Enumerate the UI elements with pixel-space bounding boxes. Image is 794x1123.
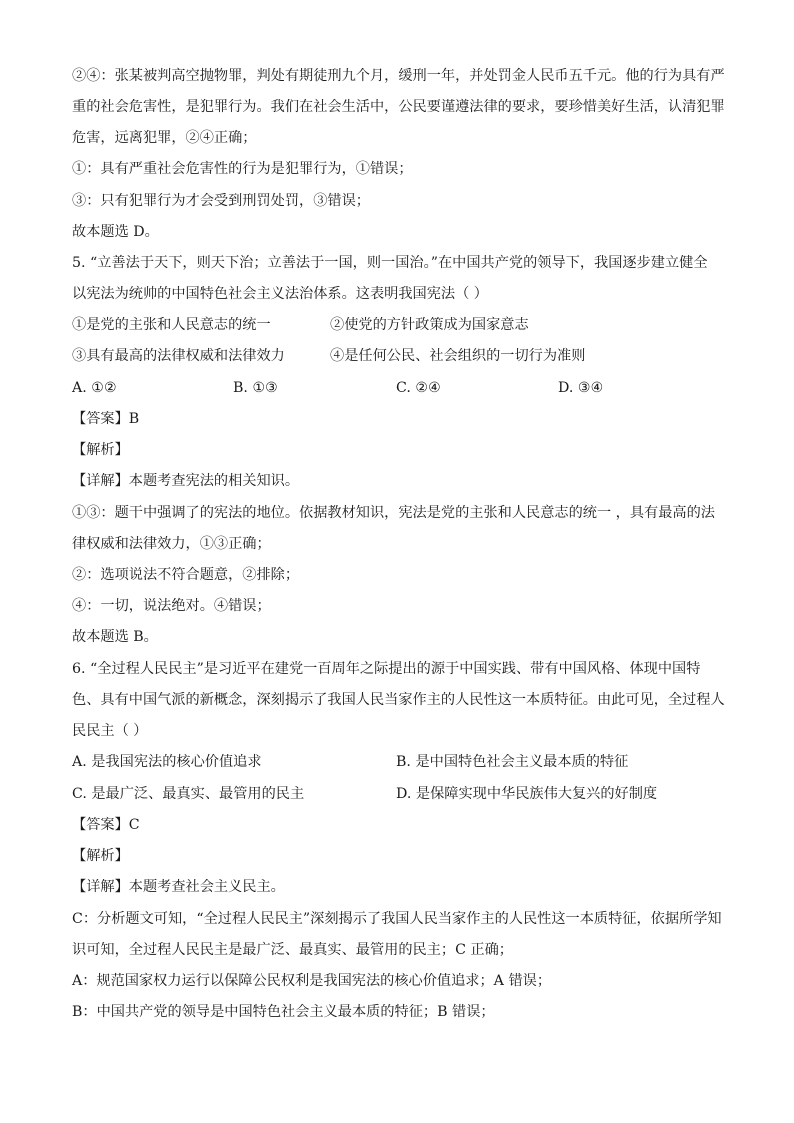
text-line: 故本题选 D。 [72, 224, 159, 240]
text-line: 识可知，全过程人民民主是最广泛、最真实、最管用的民主；C 正确； [72, 942, 513, 958]
detail-line: 【详解】本题考查宪法的相关知识。 [72, 473, 300, 489]
text-line: 重的社会危害性，是犯罪行为。我们在社会生活中，公民要谨遵法律的要求，要珍惜美好生活，认清犯罪 [72, 99, 725, 115]
question-6-stem: 6. “全过程人民民主”是习近平在建党一百周年之际提出的源于中国实践、带有中国风格、体现中国特 [72, 661, 701, 677]
option-b: B. 是中国特色社会主义最本质的特征 [396, 754, 629, 770]
option-c: C. 是最广泛、最真实、最管用的民主 [72, 786, 305, 802]
analysis-label: 【解析】 [72, 442, 129, 458]
text-line: 故本题选 B。 [72, 629, 158, 645]
option-b: B. ①③ [233, 380, 278, 396]
question-5-stem: 5. “立善法于天下，则天下治；立善法于一国，则一国治。”在中国共产党的领导下，我国逐步建立健全 [72, 255, 708, 271]
text-line: C：分析题文可知，“全过程人民民主”深刻揭示了我国人民当家作主的人民性这一本质特征，依据所学知 [72, 911, 722, 927]
statement-2: ②使党的方针政策成为国家意志 [330, 317, 529, 333]
text-line: ④：一切，说法绝对。④错误； [72, 598, 271, 614]
detail-line: 【详解】本题考查社会主义民主。 [72, 879, 285, 895]
text-line: 危害，远离犯罪，②④正确； [72, 130, 257, 146]
text-line: ①：具有严重社会危害性的行为是犯罪行为，①错误； [72, 161, 413, 177]
answer-label: 【答案】C [72, 817, 140, 833]
analysis-label: 【解析】 [72, 848, 129, 864]
text-line: ①③：题干中强调了的宪法的地位。依据教材知识，宪法是党的主张和人民意志的统一 ，具有最高的法 [72, 505, 715, 521]
text-line: B：中国共产党的领导是中国特色社会主义最本质的特征；B 错误； [72, 1004, 495, 1020]
text-line: ②：选项说法不符合题意，②排除； [72, 567, 300, 583]
option-d: D. ③④ [558, 380, 604, 396]
text-line: 律权威和法律效力，①③正确； [72, 536, 271, 552]
option-a: A. ①② [72, 380, 117, 396]
statement-1: ①是党的主张和人民意志的统一 [72, 317, 271, 333]
text-line: ②④：张某被判高空抛物罪，判处有期徒刑九个月，缓刑一年，并处罚金人民币五千元。他的行为具有严 [72, 68, 725, 84]
question-6-stem: 民民主（ ） [72, 723, 148, 739]
answer-label: 【答案】B [72, 411, 140, 427]
question-6-stem: 色、具有中国气派的新概念，深刻揭示了我国人民当家作主的人民性这一本质特征。由此可见，全过程人 [72, 692, 725, 708]
statement-4: ④是任何公民、社会组织的一切行为准则 [330, 348, 586, 364]
text-line: ③：只有犯罪行为才会受到刑罚处罚，③错误； [72, 193, 370, 209]
statement-3: ③具有最高的法律权威和法律效力 [72, 348, 285, 364]
question-5-stem: 以宪法为统帅的中国特色社会主义法治体系。这表明我国宪法（ ） [72, 286, 488, 302]
option-d: D. 是保障实现中华民族伟大复兴的好制度 [396, 786, 658, 802]
option-a: A. 是我国宪法的核心价值追求 [72, 754, 262, 770]
option-c: C. ②④ [396, 380, 441, 396]
text-line: A：规范国家权力运行以保障公民权利是我国宪法的核心价值追求；A 错误； [72, 973, 552, 989]
